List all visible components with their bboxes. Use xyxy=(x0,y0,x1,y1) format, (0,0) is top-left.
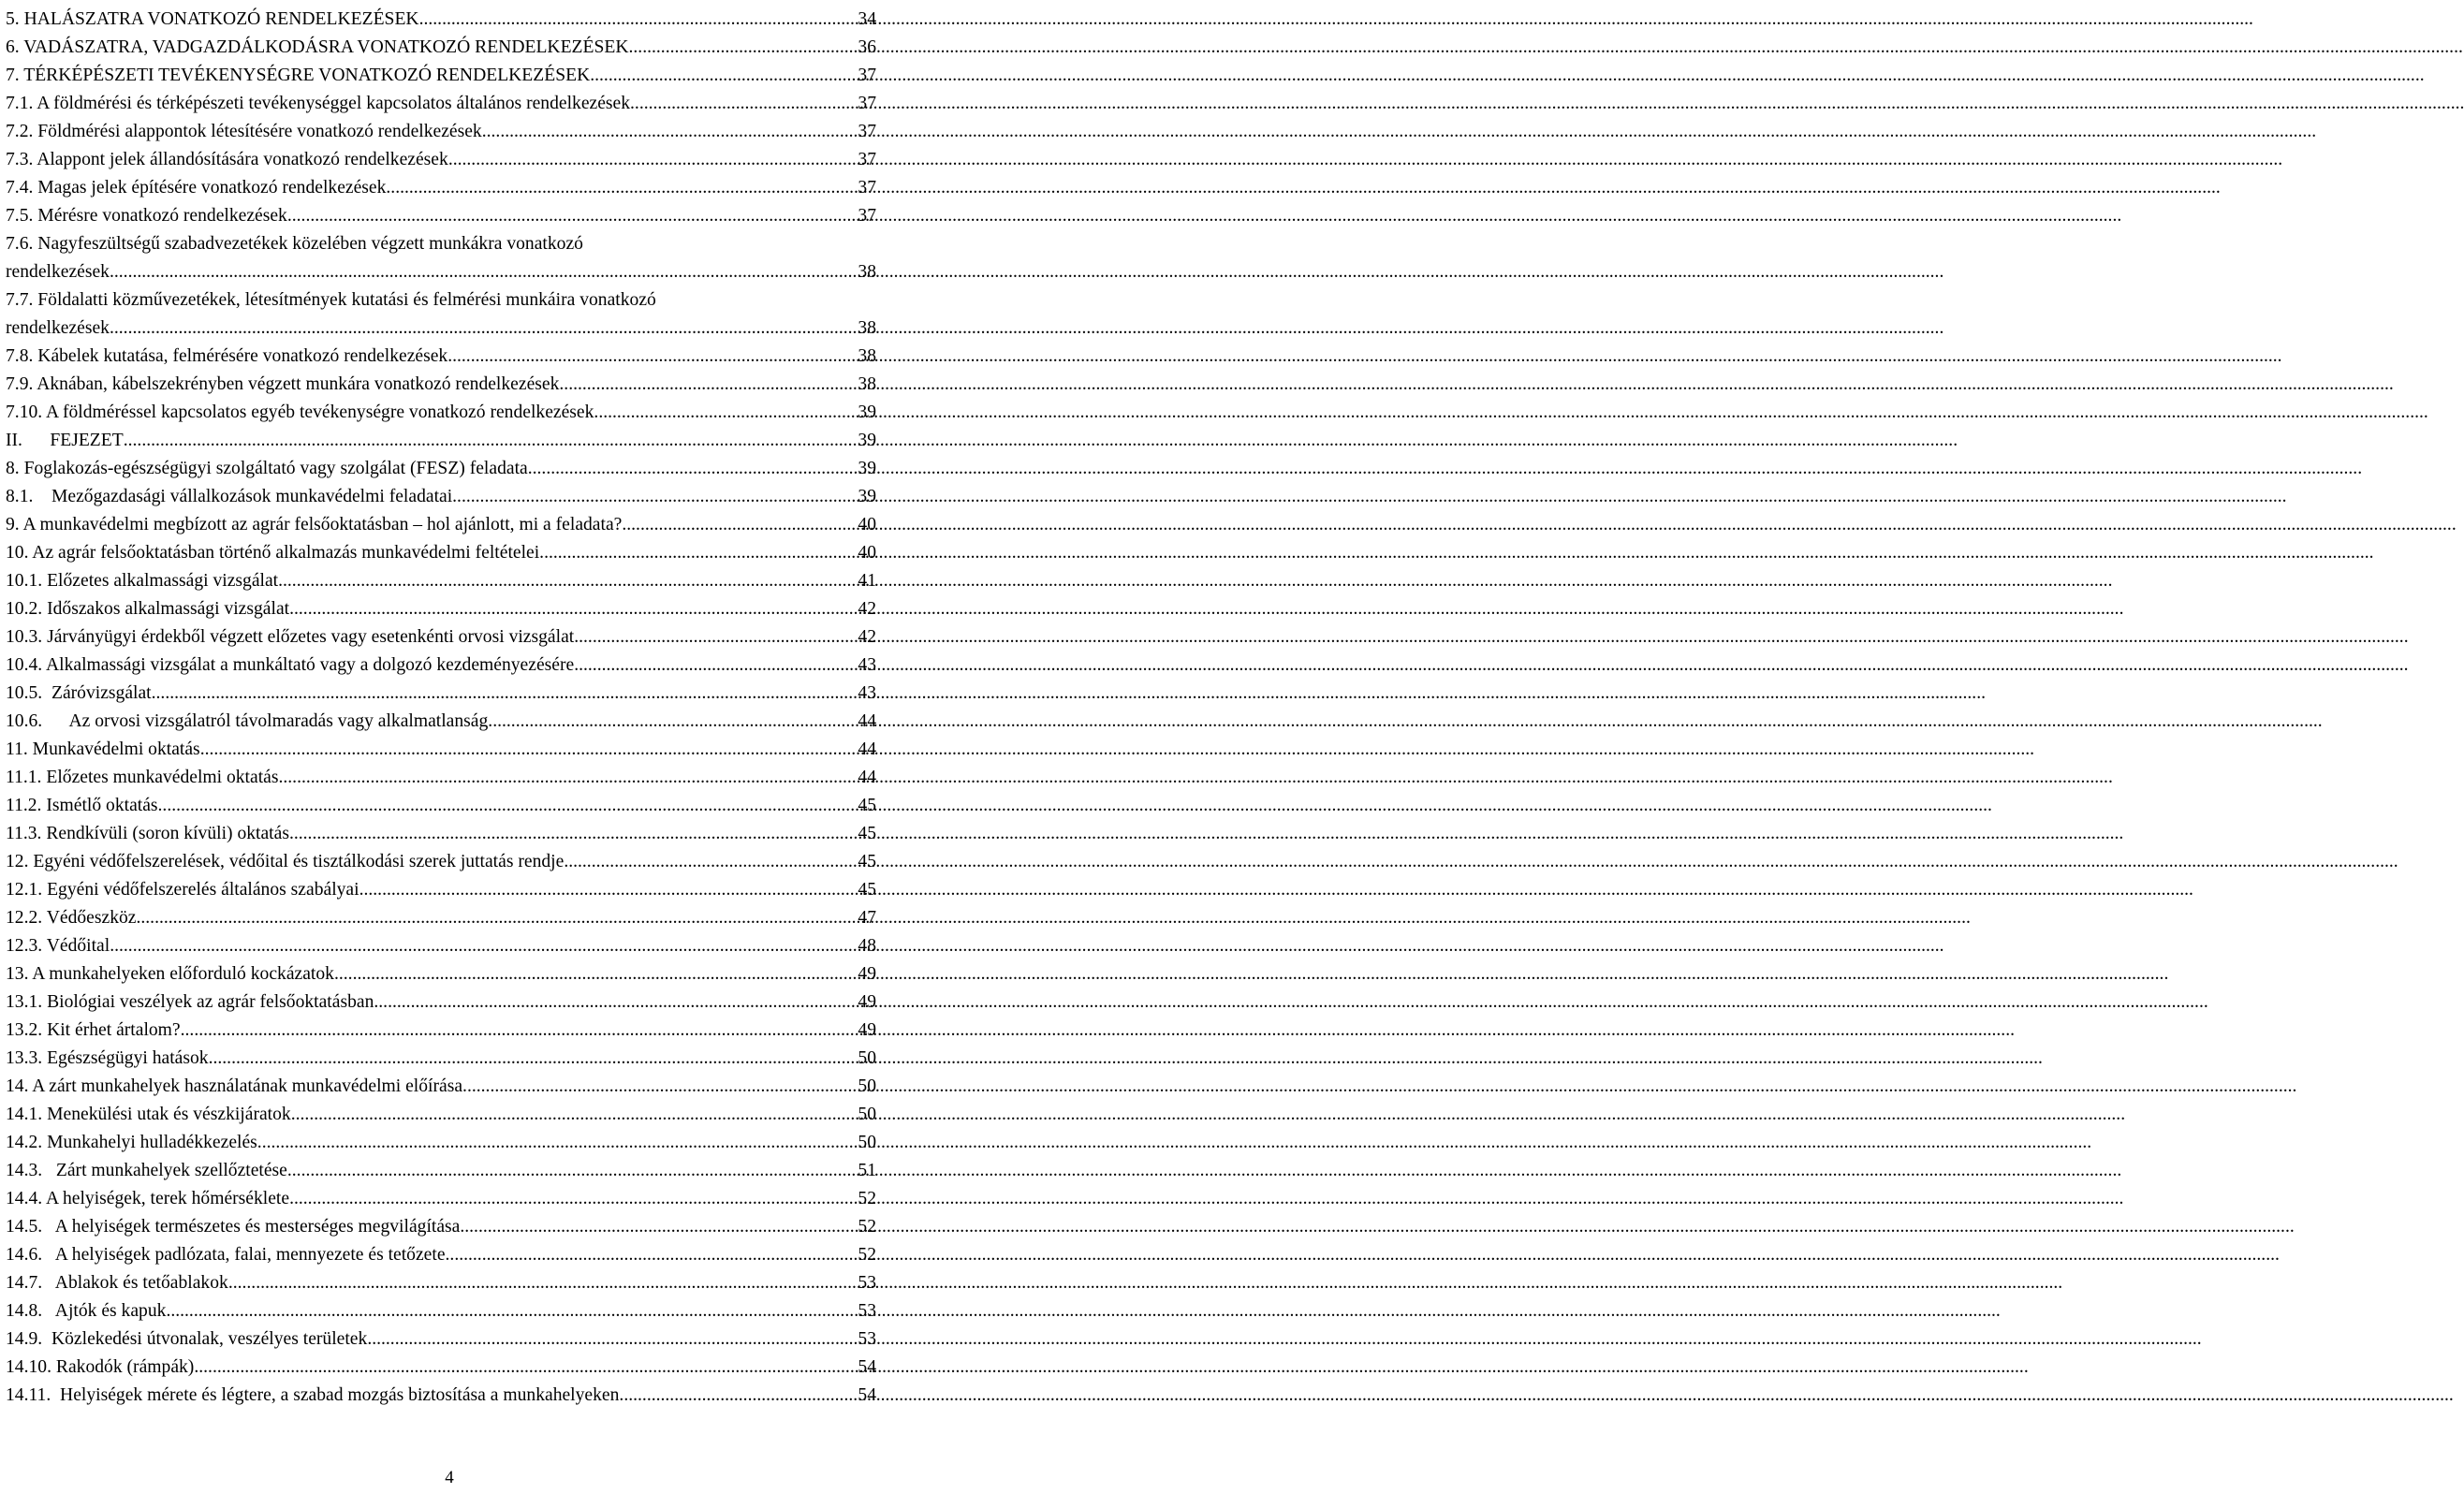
toc-entry[interactable] xyxy=(6,1157,876,1185)
toc-entry[interactable] xyxy=(6,539,876,567)
dot-leader xyxy=(110,258,856,286)
toc-entry[interactable] xyxy=(6,118,876,146)
dot-leader xyxy=(629,34,857,62)
toc-entry-title: 12. Egyéni védőfelszerelések, védőital és tisztálkodási szerek juttatás rendje xyxy=(6,852,565,871)
toc-entry[interactable] xyxy=(6,820,876,848)
toc-entry[interactable] xyxy=(6,1185,876,1213)
toc-entry-title: 14.6. A helyiségek padlózata, falai, mennyezete és tetőzete xyxy=(6,1245,446,1265)
toc-entry-title: 14.4. A helyiségek, terek hőmérséklete xyxy=(6,1189,290,1208)
toc-entry-page: 54 xyxy=(858,1385,876,1405)
toc-entry[interactable] xyxy=(6,371,876,399)
toc-entry[interactable] xyxy=(6,736,876,764)
toc-entry-page: 44 xyxy=(858,768,876,787)
toc-entry-page: 41 xyxy=(858,571,876,591)
toc-entry-page: 38 xyxy=(858,346,876,366)
toc-entry[interactable] xyxy=(6,680,876,708)
toc-entry[interactable] xyxy=(6,932,876,960)
dot-leader xyxy=(289,1185,856,1213)
toc-entry-title: 7.4. Magas jelek építésére vonatkozó rendelkezések xyxy=(6,178,387,198)
toc-entry-title: 12.3. Védőital xyxy=(6,936,110,956)
dot-leader xyxy=(528,455,857,483)
toc-entry[interactable] xyxy=(6,427,876,455)
toc-entry-page: 34 xyxy=(858,9,876,29)
toc-entry[interactable] xyxy=(6,652,876,680)
dot-leader xyxy=(374,988,856,1017)
toc-entry-page: 48 xyxy=(858,936,876,956)
toc-entry[interactable] xyxy=(6,1101,876,1129)
toc-entry-title: 14.11. Helyiségek mérete és légtere, a szabad mozgás biztosítása a munkahelyeken xyxy=(6,1385,620,1405)
toc-entry[interactable] xyxy=(6,848,876,876)
dot-leader xyxy=(289,595,856,623)
toc-entry-page: 43 xyxy=(858,683,876,703)
dot-leader xyxy=(419,6,857,34)
dot-leader xyxy=(334,960,856,988)
toc-entry-page: 43 xyxy=(858,655,876,675)
toc-entry-page: 53 xyxy=(858,1301,876,1321)
toc-entry-title: 14. A zárt munkahelyek használatának munkavédelmi előírása xyxy=(6,1076,463,1096)
toc-entry-title: 14.1. Menekülési utak és vészkijáratok xyxy=(6,1105,291,1124)
toc-entry-title: 11.1. Előzetes munkavédelmi oktatás xyxy=(6,768,279,787)
dot-leader xyxy=(136,904,856,932)
toc-entry[interactable] xyxy=(6,1017,876,1045)
toc-entry-title: 10.3. Járványügyi érdekből végzett előzetes vagy esetenkénti orvosi vizsgálat xyxy=(6,627,575,647)
toc-entry-page: 53 xyxy=(858,1273,876,1293)
toc-entry-title: 14.5. A helyiségek természetes és mesterséges megvilágítása xyxy=(6,1217,461,1237)
dot-leader xyxy=(594,399,856,427)
dot-leader xyxy=(462,1073,856,1101)
dot-leader xyxy=(452,483,856,511)
toc-entry-title: 7.5. Mérésre vonatkozó rendelkezések xyxy=(6,206,287,226)
dot-leader xyxy=(447,343,856,371)
toc-entry[interactable] xyxy=(6,567,876,595)
toc-entry-page: 39 xyxy=(858,431,876,450)
toc-entry-page: 37 xyxy=(858,94,876,113)
toc-entry-title: 10.5. Záróvizsgálat xyxy=(6,683,152,703)
toc-entry-title: 12.1. Egyéni védőfelszerelés általános szabályai xyxy=(6,880,359,900)
toc-entry-title: 14.7. Ablakok és tetőablakok xyxy=(6,1273,228,1293)
toc-entry-page: 40 xyxy=(858,543,876,563)
toc-entry-title: 10. Az agrár felsőoktatásban történő alkalmazás munkavédelmi feltételei xyxy=(6,543,540,563)
toc-entry[interactable] xyxy=(6,455,876,483)
toc-entry-page: 51 xyxy=(858,1161,876,1180)
toc-entry[interactable] xyxy=(6,6,876,34)
toc-entry[interactable] xyxy=(6,286,876,343)
toc-entry-page: 38 xyxy=(858,262,876,282)
dot-leader xyxy=(278,567,856,595)
dot-leader xyxy=(152,680,857,708)
toc-entry-title: 11.2. Ismétlő oktatás xyxy=(6,796,158,815)
dot-leader xyxy=(574,623,856,652)
toc-entry-page: 40 xyxy=(858,515,876,534)
toc-entry[interactable] xyxy=(6,1241,876,1269)
toc-entry-title: 14.9. Közlekedési útvonalak, veszélyes területek xyxy=(6,1329,368,1349)
toc-entry[interactable] xyxy=(6,90,876,118)
dot-leader xyxy=(539,539,856,567)
toc-entry-page: 37 xyxy=(858,178,876,198)
toc-entry-page: 49 xyxy=(858,1020,876,1040)
dot-leader xyxy=(488,708,856,736)
toc-entry[interactable] xyxy=(6,62,876,90)
toc-entry-page: 52 xyxy=(858,1189,876,1208)
toc-entry-title: 7.1. A földmérési és térképészeti tevékenységgel kapcsolatos általános rendelkezések xyxy=(6,94,631,113)
toc-entry[interactable] xyxy=(6,1045,876,1073)
toc-entry[interactable] xyxy=(6,511,876,539)
toc-entry-title: 10.2. Időszakos alkalmassági vizsgálat xyxy=(6,599,290,619)
toc-entry-page: 49 xyxy=(858,964,876,984)
toc-entry[interactable] xyxy=(6,1269,876,1297)
toc-entry-title: 10.4. Alkalmassági vizsgálat a munkáltató vagy a dolgozó kezdeményezésére xyxy=(6,655,575,675)
toc-entry-page: 39 xyxy=(858,487,876,506)
toc-entry[interactable] xyxy=(6,146,876,174)
toc-entry-page: 50 xyxy=(858,1105,876,1124)
toc-entry[interactable] xyxy=(6,202,876,230)
toc-entry-title-continuation: rendelkezések xyxy=(6,262,110,282)
toc-entry[interactable] xyxy=(6,1354,876,1382)
toc-entry[interactable] xyxy=(6,1325,876,1354)
toc-entry-title: 14.8. Ajtók és kapuk xyxy=(6,1301,167,1321)
toc-entry-title: 10.6. Az orvosi vizsgálatról távolmaradás vagy alkalmatlanság xyxy=(6,711,489,731)
toc-entry[interactable] xyxy=(6,960,876,988)
toc-entry-page: 37 xyxy=(858,122,876,141)
toc-entry-page: 52 xyxy=(858,1217,876,1237)
dot-leader xyxy=(278,764,856,792)
dot-leader xyxy=(110,932,856,960)
toc-entry-page: 37 xyxy=(858,150,876,169)
dot-leader xyxy=(482,118,857,146)
toc-entry-page: 39 xyxy=(858,459,876,478)
toc-entry-title: 13.2. Kit érhet ártalom? xyxy=(6,1020,181,1040)
toc-entry-title: 7. TÉRKÉPÉSZETI TEVÉKENYSÉGRE VONATKOZÓ RENDELKEZÉSEK xyxy=(6,66,591,85)
toc-entry-page: 50 xyxy=(858,1133,876,1152)
toc-entry[interactable] xyxy=(6,483,876,511)
toc-entry-title: 7.9. Aknában, kábelszekrényben végzett munkára vonatkozó rendelkezések xyxy=(6,374,560,394)
dot-leader xyxy=(200,736,857,764)
dot-leader xyxy=(291,1101,857,1129)
toc-entry[interactable] xyxy=(6,708,876,736)
dot-leader xyxy=(228,1269,857,1297)
toc-entry-page: 45 xyxy=(858,796,876,815)
toc-entry-page: 49 xyxy=(858,992,876,1012)
toc-entry[interactable] xyxy=(6,764,876,792)
toc-entry-page: 37 xyxy=(858,66,876,85)
toc-entry-title: 7.10. A földméréssel kapcsolatos egyéb tevékenységre vonatkozó rendelkezések xyxy=(6,403,594,422)
dot-leader xyxy=(446,1241,857,1269)
dot-leader xyxy=(124,427,857,455)
toc-entry-title: 11. Munkavédelmi oktatás xyxy=(6,739,200,759)
toc-entry[interactable] xyxy=(6,792,876,820)
dot-leader xyxy=(559,371,856,399)
dot-leader xyxy=(367,1325,856,1354)
toc-entry[interactable] xyxy=(6,230,876,286)
toc-entry-page: 52 xyxy=(858,1245,876,1265)
toc-entry-title: 11.3. Rendkívüli (soron kívüli) oktatás xyxy=(6,824,289,843)
toc-entry-page: 38 xyxy=(858,318,876,338)
toc-entry-title: 8. Foglakozás-egészségügyi szolgáltató vagy szolgálat (FESZ) feladata xyxy=(6,459,528,478)
toc-entry-page: 45 xyxy=(858,880,876,900)
dot-leader xyxy=(460,1213,856,1241)
toc-entry-page: 45 xyxy=(858,852,876,871)
toc-entry-title: 12.2. Védőeszköz xyxy=(6,908,137,928)
dot-leader xyxy=(181,1017,857,1045)
toc-entry[interactable] xyxy=(6,1382,876,1410)
toc-entry-title: 7.2. Földmérési alappontok létesítésére vonatkozó rendelkezések xyxy=(6,122,482,141)
toc-entry-page: 53 xyxy=(858,1329,876,1349)
toc-entry-page: 36 xyxy=(858,37,876,57)
toc-entry-title: 8.1. Mezőgazdasági vállalkozások munkavédelmi feladatai xyxy=(6,487,453,506)
toc-entry-title: 13.1. Biológiai veszélyek az agrár felsőoktatásban xyxy=(6,992,374,1012)
dot-leader xyxy=(287,1157,857,1185)
dot-leader xyxy=(289,820,856,848)
toc-entry[interactable] xyxy=(6,399,876,427)
toc-entry-page: 42 xyxy=(858,627,876,647)
toc-entry[interactable] xyxy=(6,595,876,623)
toc-entry-title: 13. A munkahelyeken előforduló kockázatok xyxy=(6,964,334,984)
toc-entry-page: 54 xyxy=(858,1357,876,1377)
toc-entry-title: 7.7. Földalatti közművezetékek, létesítmények kutatási és felmérési munkáira vonatkozó xyxy=(6,290,656,310)
toc-entry-page: 39 xyxy=(858,403,876,422)
toc-entry-page: 42 xyxy=(858,599,876,619)
toc-entry-page: 38 xyxy=(858,374,876,394)
toc-entry[interactable] xyxy=(6,1129,876,1157)
toc-entry[interactable] xyxy=(6,876,876,904)
toc-entry[interactable] xyxy=(6,623,876,652)
toc-entry-page: 44 xyxy=(858,711,876,731)
dot-leader xyxy=(448,146,857,174)
dot-leader xyxy=(287,202,857,230)
toc-entry[interactable] xyxy=(6,1213,876,1241)
dot-leader xyxy=(257,1129,857,1157)
dot-leader xyxy=(110,315,856,343)
toc-entry-title: 10.1. Előzetes alkalmassági vizsgálat xyxy=(6,571,279,591)
toc-entry-title: 7.8. Kábelek kutatása, felmérésére vonatkozó rendelkezések xyxy=(6,346,448,366)
toc-entry[interactable] xyxy=(6,1073,876,1101)
dot-leader xyxy=(564,848,856,876)
dot-leader xyxy=(166,1297,856,1325)
toc-entry-page: 45 xyxy=(858,824,876,843)
dot-leader xyxy=(209,1045,857,1073)
toc-entry-page: 44 xyxy=(858,739,876,759)
toc-entry-title: 14.3. Zárt munkahelyek szellőztetése xyxy=(6,1161,287,1180)
toc-entry-title: 14.10. Rakodók (rámpák) xyxy=(6,1357,195,1377)
table-of-contents xyxy=(6,6,876,1410)
dot-leader xyxy=(359,876,857,904)
toc-entry[interactable] xyxy=(6,1297,876,1325)
toc-entry-title: 13.3. Egészségügyi hatások xyxy=(6,1048,209,1068)
page-number: 4 xyxy=(445,1468,454,1487)
toc-entry-title: 7.3. Alappont jelek állandósítására vonatkozó rendelkezések xyxy=(6,150,448,169)
dot-leader xyxy=(158,792,857,820)
toc-entry[interactable] xyxy=(6,343,876,371)
toc-entry-page: 37 xyxy=(858,206,876,226)
dot-leader xyxy=(630,90,856,118)
toc-entry-title: 5. HALÁSZATRA VONATKOZÓ RENDELKEZÉSEK xyxy=(6,9,419,29)
toc-entry[interactable] xyxy=(6,988,876,1017)
dot-leader xyxy=(622,511,856,539)
dot-leader xyxy=(619,1382,856,1410)
toc-entry-page: 50 xyxy=(858,1076,876,1096)
toc-entry[interactable] xyxy=(6,904,876,932)
dot-leader xyxy=(590,62,856,90)
dot-leader xyxy=(194,1354,856,1382)
toc-entry-title: 9. A munkavédelmi megbízott az agrár felsőoktatásban – hol ajánlott, mi a feladata? xyxy=(6,515,623,534)
toc-entry-title: 7.6. Nagyfeszültségű szabadvezetékek közelében végzett munkákra vonatkozó xyxy=(6,234,583,254)
toc-entry-title-continuation: rendelkezések xyxy=(6,318,110,338)
toc-entry-page: 47 xyxy=(858,908,876,928)
toc-entry-title: 14.2. Munkahelyi hulladékkezelés xyxy=(6,1133,257,1152)
toc-entry[interactable] xyxy=(6,34,876,62)
dot-leader xyxy=(386,174,856,202)
toc-entry-title: 6. VADÁSZATRA, VADGAZDÁLKODÁSRA VONATKOZÓ RENDELKEZÉSEK xyxy=(6,37,629,57)
toc-entry-page: 50 xyxy=(858,1048,876,1068)
toc-entry[interactable] xyxy=(6,174,876,202)
toc-entry-title: II. FEJEZET xyxy=(6,431,124,450)
dot-leader xyxy=(574,652,856,680)
